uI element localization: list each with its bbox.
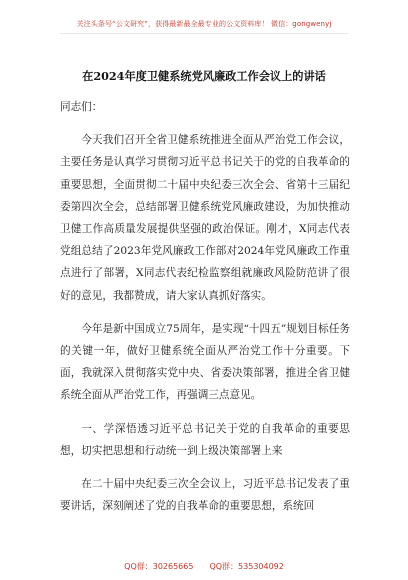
footer-contact bbox=[0, 561, 408, 572]
salutation: 同志们： bbox=[60, 101, 103, 113]
body-paragraph: 今年是新中国成立75周年，是实现“十四五”规划目标任务的关键一年，做好卫健系统全面从严治党工作十分重要。下面，我就深入贯彻落实党中央、省委决策部署，推进全省卫健系统全面从严治党工作，再强调三点意见。 bbox=[60, 322, 350, 402]
footer-qq-group-2: QQ群：535304092 bbox=[209, 562, 284, 571]
section-heading: 一、学深悟透习近平总书记关于党的自我革命的重要思想，切实把思想和行动统一到上级决策部署上来 bbox=[60, 422, 350, 457]
document-title: 在2024年度卫健系统党风廉政工作会议上的讲话 bbox=[82, 69, 326, 83]
body-paragraph: 在二十届中央纪委三次全会议上，习近平总书记发表了重要讲话，深刻阐述了党的自我革命的重要思想，系统回 bbox=[60, 478, 350, 513]
document-body bbox=[60, 92, 350, 517]
header-promo-note: 关注头条号“公文研究”，获得最新最全最专业的公文资料库！ 微信：gongwenyj bbox=[76, 20, 332, 28]
footer-qq-group-1: QQ群：30265665 bbox=[124, 562, 194, 571]
body-paragraph: 今天我们召开全省卫健系统推进全面从严治党工作会议，主要任务是认真学习贯彻习近平总书记关于的党的自我革命的重要思想，全面贯彻二十届中央纪委三次全会、省第十三届纪委第四次全会，总结部署卫健系统党风廉政建设，为加快推动卫健工作高质量发展提供坚强的政治保证。刚才，X同志代表党组总结了2023年党风廉政工作部对2024年党风廉政工作重点进行了部署，X同志代表纪检监察组就廉政风险防范讲了很好的意见，我都赞成，请大家认真抓好落实。 bbox=[60, 134, 350, 302]
header-divider bbox=[60, 33, 348, 34]
